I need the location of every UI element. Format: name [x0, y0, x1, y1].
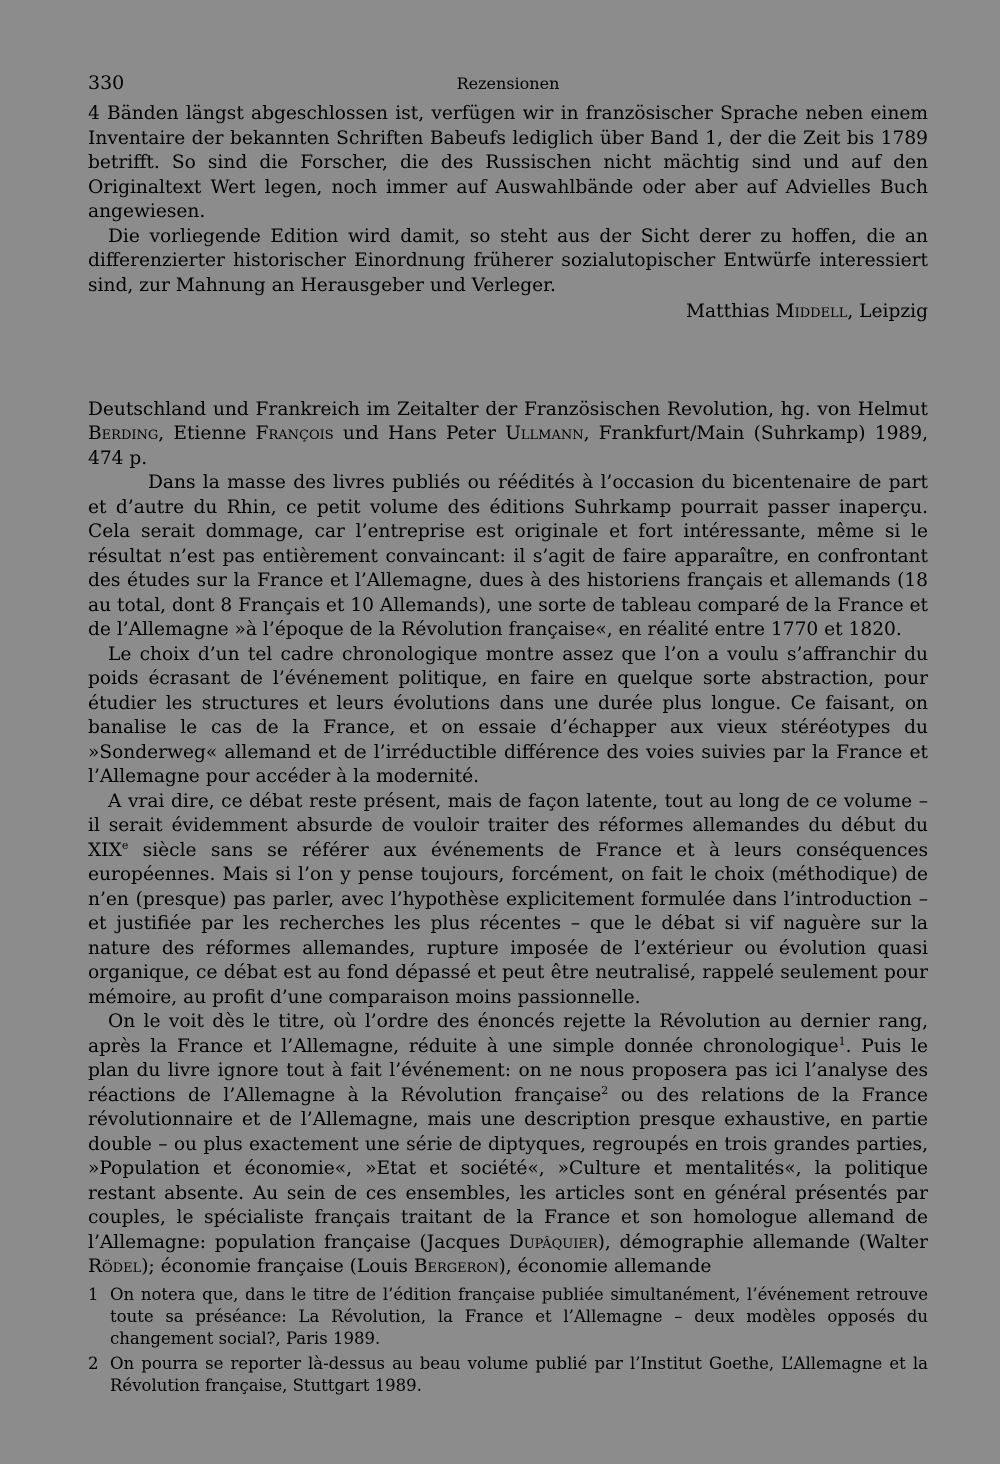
- heading-part: und Hans Peter: [342, 423, 497, 444]
- text-run: . Puis le plan du livre ignore tout à fait l’événement: on ne nous proposera pas ici l’analyse des réactions de l’Allemagne à la Révolution française: [88, 1035, 928, 1106]
- footnote-number: 1: [88, 1285, 99, 1304]
- paragraph: [88, 790, 928, 1011]
- text-run: On le voit dès le titre, où l’ordre des énoncés rejette la Révolution au dernier rang, après la France et l’Allemagne, réduite à une simple donnée chronologique: [88, 1011, 928, 1057]
- review-heading: [88, 398, 928, 472]
- author-name: Rödel: [88, 1256, 142, 1277]
- footnote-ref: 1: [838, 1034, 846, 1048]
- review-babeuf-end: [88, 102, 928, 325]
- footnote-text: On notera que, dans le titre de l’édition française publiée simultanément, l’événement retrouve toute sa préséance: La Révolution, la France et l’Allemagne – deux modèles opposés du changement social?, Paris 1989.: [110, 1285, 928, 1348]
- author-name: Dupâquier: [508, 1231, 598, 1253]
- text-run: ), économie allemande: [498, 1256, 712, 1277]
- footnote-number: 2: [88, 1354, 99, 1373]
- footnote: [88, 1353, 928, 1397]
- paragraph: Dans la masse des livres publiés ou réédités à l’occasion du bicentenaire de part et d’autre du Rhin, ce petit volume des éditions Suhrkamp pourrait passer inaperçu. Cela serait dommage, car l’entreprise est originale et fort intéressante, même si le résultat n’est pas entièrement convaincant: il s’agit de faire apparaître, en confrontant des études sur la France et l’Allemagne, dues à des historiens français et allemands (18 au total, dont 8 Français et 10 Allemands), une sorte de tableau comparé de la France et de l’Allemagne »à l’époque de la Révolution française«, en réalité entre 1770 et 1820.: [88, 472, 928, 640]
- text-run: siècle sans se référer aux événements de France et à leurs conséquences européennes. Mais si l’on y pense toujours, forcément, on fait le choix (méthodique) de n’en (presque) pas parler, avec l’hypothèse explicitement formulée dans l’introduction – et justifiée par les recherches les plus récentes – que le débat si vif naguère sur la nature des réformes allemandes, rupture imposée de l’extérieur ou évolution quasi organique, ce débat est au fond dépassé et peut être neutralisé, rappelé seulement pour mémoire, au profit d’une comparaison moins passionnelle.: [88, 839, 928, 1008]
- heading-part: , Frankfurt/Main (Suhrkamp) 1989, 474 p.: [88, 423, 928, 469]
- text-run: A vrai dire, ce débat reste présent, mais de façon latente, tout au long de ce volume – il serait évidemment absurde de vouloir traiter des réformes allemandes du début du XIX: [88, 790, 928, 861]
- reviewer-place: , Leipzig: [847, 301, 928, 322]
- running-title: Rezensionen: [456, 74, 560, 93]
- section-gap: [88, 325, 928, 398]
- footnotes: [88, 1284, 928, 1397]
- superscript: e: [121, 838, 129, 852]
- paragraph: 4 Bänden längst abgeschlossen ist, verfügen wir in französischer Sprache neben einem Inventaire der bekannten Schriften Babeufs lediglich über Band 1, der die Zeit bis 1789 betrifft. So sind die Forscher, die des Russischen nicht mächtig sind und auf den Originaltext Wert legen, noch immer auf Auswahlbände oder aber auf Advielles Buch angewiesen.: [88, 103, 928, 222]
- page-number: 330: [88, 72, 125, 94]
- text-run: ); économie française (Louis: [141, 1256, 408, 1277]
- footnote-ref: 2: [601, 1083, 609, 1097]
- review-deutschland-frankreich: [88, 398, 928, 1280]
- editor-name: Berding: [88, 423, 159, 444]
- heading-part: , Etienne: [158, 423, 247, 444]
- editor-name: François: [255, 423, 334, 444]
- running-head: [88, 68, 928, 102]
- text-run: ou des relations de la France révolutionnaire et de l’Allemagne, mais une description presque exhaustive, en partie double – ou plus exactement une série de diptyques, regroupés en trois grandes parties, »Population et économie«, »Etat et société«, »Culture et mentalités«, la politique restant absente. Au sein de ces ensembles, les articles sont en général présentés par couples, le spécialiste français traitant de la France et son homologue allemand de l’Allemagne: population française (Jacques: [88, 1084, 929, 1253]
- editor-name: Ullmann: [505, 423, 584, 444]
- reviewer-signature: [88, 300, 928, 325]
- heading-part: Deutschland und Frankreich im Zeitalter der Französischen Revolution, hg. von Helmut: [88, 398, 928, 420]
- reviewer-first-name: Matthias: [686, 301, 770, 322]
- bibliographic-entry: [88, 398, 928, 472]
- page: [88, 68, 928, 1280]
- paragraph: Le choix d’un tel cadre chronologique montre assez que l’on a voulu s’affranchir du poids écrasant de l’événement politique, en faire en quelque sorte abstraction, pour étudier les structures et leurs évolutions dans une durée plus longue. Ce faisant, on banalise le cas de la France, et on essaie d’échapper aux vieux stéréotypes du »Sonderweg« allemand et de l’irréductible différence des voies suivies par la France et l’Allemagne pour accéder à la modernité.: [88, 643, 928, 787]
- paragraph: Die vorliegende Edition wird damit, so steht aus der Sicht derer zu hoffen, die an differenzierter historischer Einordnung früherer sozialutopischer Entwürfe interessiert sind, zur Mahnung an Herausgeber und Verleger.: [88, 225, 928, 296]
- author-name: Bergeron: [413, 1256, 499, 1277]
- text-run: ), démographie allemande (Walter: [597, 1231, 929, 1253]
- paragraph: [88, 1010, 928, 1280]
- footnote: [88, 1284, 928, 1350]
- footnote-text: On pourra se reporter là-dessus au beau volume publié par l’Institut Goethe, L’Allemagne et la Révolution française, Stuttgart 1989.: [110, 1354, 928, 1395]
- reviewer-last-name: Middell: [775, 301, 848, 322]
